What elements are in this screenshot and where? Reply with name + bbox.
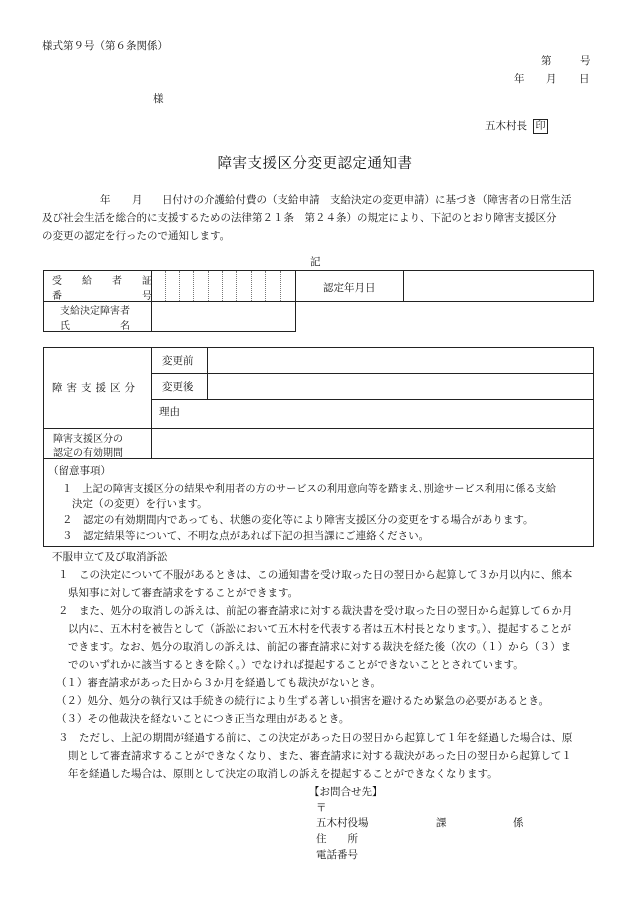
contact-heading: 【お問合せ先】 (309, 786, 383, 798)
appeal-item-1a: １ この決定について不服があるときは、この通知書を受け取った日の翌日から起算して３か月以内に、熊本 (58, 569, 573, 581)
issuer-name: 五木村長 (485, 120, 527, 132)
appeal-item-2d: でのいずれかに該当するときを除く。）でなければ提起することができないこととされています。 (68, 659, 524, 671)
form-number: 様式第９号（第６条関係） (42, 40, 168, 52)
cert-date-label: 認定年月日 (323, 282, 376, 294)
appeal-item-2a: ２ また、処分の取消しの訴えは、前記の審査請求に対する裁決書を受け取った日の翌日から起算して６か月 (58, 605, 573, 617)
before-label: 変更前 (162, 355, 194, 367)
contact-kakari: 係 (513, 817, 524, 829)
date-day: 日 (579, 73, 590, 85)
note-1a: １ 上記の障害支援区分の結果や利用者の方のサービスの利用意向等を踏まえ､別途サービス利用に係る支給 (62, 484, 557, 495)
decided-person-label-1: 支給決定障害者 (60, 306, 130, 317)
appeal-item-3c: 年を経過した場合は、原則として決定の取消しの訴えを提起することができなくなります。 (68, 768, 498, 780)
intro-line1: 日付けの介護給付費の（支給申請 支給決定の変更申請）に基づき（障害者の日常生活 (162, 194, 572, 206)
after-label: 変更後 (162, 381, 194, 393)
appeal-item-1b: 県知事に対して審査請求をすることができます。 (68, 587, 299, 599)
intro-month: 月 (132, 194, 143, 206)
intro-line2: 及び社会生活を総合的に支援するための法律第２１条 第２４条）の規定により、下記のとおり障害支援区分 (42, 212, 557, 224)
contact-office: 五木村役場 (316, 817, 369, 829)
recipient-no-label-2: 番 号 (52, 291, 152, 302)
date-month: 月 (546, 73, 557, 85)
contact-phone: 電話番号 (316, 849, 358, 861)
validity-label-1: 障害支援区分の (53, 434, 123, 445)
appeal-item-2b: 以内に、五木村を被告として（訴訟において五木村を代表する者は五木村長となります。）、提起することが (68, 623, 572, 635)
appeal-sub-2: （２）処分、処分の執行又は手続きの続行により生ずる著しい損害を避けるため緊急の必要があるとき。 (56, 695, 550, 707)
intro-line3: の変更の認定を行ったので通知します。 (42, 230, 231, 242)
appeal-heading: 不服申立て及び取消訴訟 (52, 551, 168, 563)
addressee-suffix: 様 (153, 93, 164, 105)
appeal-item-3b: 則として審査請求することができなくなり、また、審査請求に対する裁決があった日の翌日から起算して１ (68, 750, 572, 762)
category-label: 障害支援区分 (52, 382, 139, 394)
ki-label: 記 (310, 256, 321, 268)
note-1b: 決定（の変更）を行います。 (72, 498, 208, 510)
number-go: 号 (580, 55, 591, 67)
issuer (485, 118, 548, 134)
seal-mark: 印 (533, 119, 548, 134)
validity-label-2: 認定の有効期間 (53, 448, 123, 459)
appeal-sub-1: （１）審査請求があった日から３か月を経過しても裁決がないとき。 (56, 677, 381, 689)
contact-address: 住 所 (316, 833, 358, 845)
note-3: ３ 認定結果等について、不明な点があれば下記の担当課にご連絡ください。 (62, 530, 430, 542)
appeal-sub-3: （３）その他裁決を経ないことにつき正当な理由があるとき。 (56, 713, 350, 725)
appeal-item-2c: できます。なお、処分の取消しの訴えは、前記の審査請求に対する裁決を経た後（次の（１）から（３）ま (68, 641, 572, 653)
recipient-no-label-1: 受 給 者 証 (52, 276, 152, 287)
intro-year: 年 (100, 194, 111, 206)
appeal-item-3a: ３ ただし、上記の期間が経過する前に、この決定があった日の翌日から起算して１年を経過した場合は、原 (58, 732, 573, 744)
notes-title: （留意事項） (48, 465, 111, 477)
reason-label: 理由 (159, 406, 180, 418)
decided-person-label-2: 氏 名 (60, 321, 130, 332)
date-year: 年 (514, 73, 525, 85)
document-title: 障害支援区分変更認定通知書 (217, 156, 413, 172)
postal-mark: 〒 (316, 802, 327, 814)
note-2: ２ 認定の有効期間内であっても、状態の変化等により障害支援区分の変更をする場合があります。 (62, 514, 534, 526)
number-dai: 第 (541, 55, 552, 67)
contact-ka: 課 (436, 817, 447, 829)
